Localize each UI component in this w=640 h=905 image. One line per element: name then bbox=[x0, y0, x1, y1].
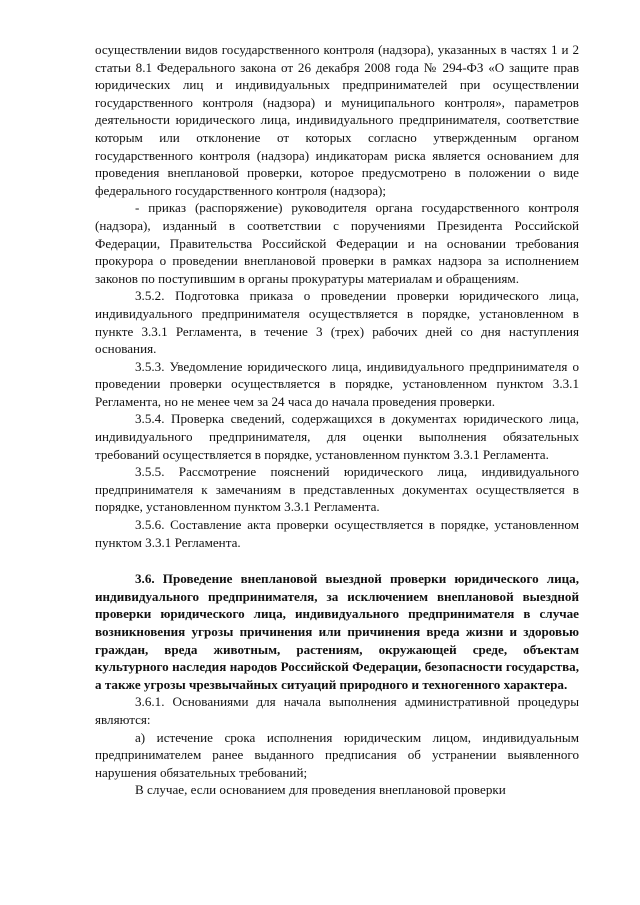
section-heading-3-6: 3.6. Проведение внеплановой выездной проверки юридического лица, индивидуального предпринимателя, за исключением внеплановой выездной проверки юридического лица, индивидуального предпринимателя в случае возникновения угрозы причинения или причинения вреда жизни и здоровью граждан, вреда животным, растениям, окружающей среде, объектам культурного наследия народов Российской Федерации, безопасности государства, а также угрозы чрезвычайных ситуаций природного и техногенного характера. bbox=[95, 571, 579, 692]
paragraph-3-5-2: 3.5.2. Подготовка приказа о проведении проверки юридического лица, индивидуального предпринимателя осуществляется в порядке, установленном в пункте 3.3.1 Регламента, в течение 3 (трех) рабочих дней со дня наступления основания. bbox=[95, 288, 579, 357]
paragraph-continuation: осуществлении видов государственного контроля (надзора), указанных в частях 1 и 2 статьи 8.1 Федерального закона от 26 декабря 2008 года № 294-ФЗ «О защите прав юридических лиц и индивидуальных предпринимателей при осуществлении государственного контроля (надзора) и муниципального контроля», параметров деятельности юридического лица, индивидуального предпринимателя, соответствие которым или отклонение от которых согласно утвержденным органом государственного контроля (надзора) индикаторам риска является основанием для проведения внеплановой проверки, которое предусмотрено в положении о виде федерального государственного контроля (надзора); bbox=[95, 42, 579, 198]
paragraph-3-5-3: 3.5.3. Уведомление юридического лица, индивидуального предпринимателя о проведении проверки осуществляется в порядке, установленном пунктом 3.3.1 Регламента, но не менее чем за 24 часа до начала проведения проверки. bbox=[95, 358, 579, 409]
paragraph-case: В случае, если основанием для проведения внеплановой проверки bbox=[135, 782, 506, 798]
paragraph-order-item: - приказ (распоряжение) руководителя органа государственного контроля (надзора), изданный в соответствии с поручениями Президента Российской Федерации, Правительства Российской Федерации и на основании требования прокурора о проведении внеплановой проверки в рамках надзора за исполнением законов по поступившим в органы прокуратуры материалам и обращениям. bbox=[95, 200, 579, 286]
paragraph-item-a: а) истечение срока исполнения юридическим лицом, индивидуальным предпринимателем ранее выданного предписания об устранении выявленного нарушения обязательных требований; bbox=[95, 729, 579, 780]
paragraph-3-5-5: 3.5.5. Рассмотрение пояснений юридического лица, индивидуального предпринимателя к замечаниям в представленных документах осуществляется в порядке, установленном пунктом 3.3.1 Регламента. bbox=[95, 464, 579, 515]
paragraph-3-6-1: 3.6.1. Основаниями для начала выполнения административной процедуры являются: bbox=[95, 694, 579, 727]
document-page bbox=[95, 41, 579, 799]
paragraph-3-5-4: 3.5.4. Проверка сведений, содержащихся в документах юридического лица, индивидуального предпринимателя, для оценки выполнения обязательных требований осуществляется в порядке, установленном пунктом 3.3.1 Регламента. bbox=[95, 411, 579, 462]
paragraph-3-5-6: 3.5.6. Составление акта проверки осуществляется в порядке, установленном пунктом 3.3.1 Регламента. bbox=[95, 517, 579, 550]
